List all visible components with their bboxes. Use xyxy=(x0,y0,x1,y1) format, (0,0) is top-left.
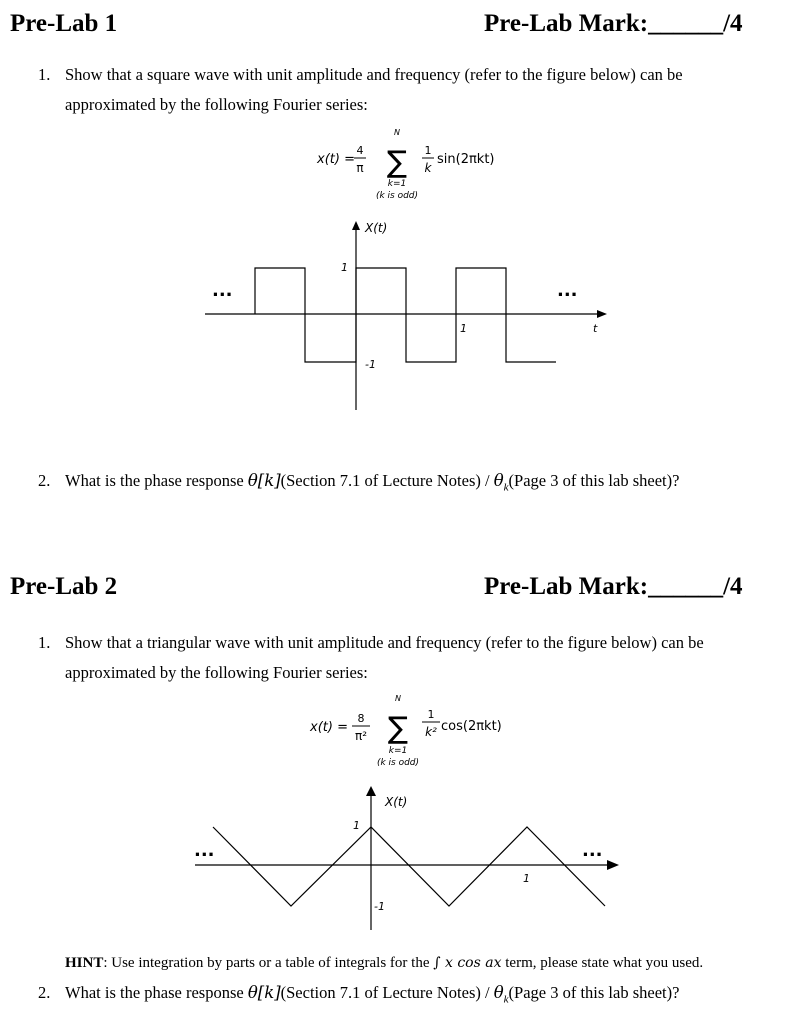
prelab1-mark-label: Pre-Lab Mark: xyxy=(484,10,649,37)
prelab1-formula xyxy=(300,122,540,206)
formula-coef-num: 4 xyxy=(356,144,364,157)
x-axis-arrow-icon xyxy=(597,310,607,318)
p2-q2-sub: k xyxy=(503,993,509,1006)
prelab2-title: Pre-Lab 2 xyxy=(10,573,118,600)
formula-sum-bottom: k=1 xyxy=(387,179,407,189)
label-x1-2: 1 xyxy=(523,872,530,885)
square-wave-line xyxy=(255,268,556,362)
q2-theta-k: θ xyxy=(493,471,504,490)
ellipsis-right-2: ... xyxy=(582,840,603,861)
label-pos1-2: 1 xyxy=(353,819,360,832)
formula2-func: cos(2πkt) xyxy=(441,719,502,734)
x-axis-label: t xyxy=(593,322,598,335)
formula2-lhs: x(t) = xyxy=(310,720,348,735)
prelab1-q1-number: 1. xyxy=(38,65,51,84)
ellipsis-right: ... xyxy=(557,280,578,301)
hint-text-a: : Use integration by parts or a table of integrals for the xyxy=(103,955,434,971)
prelab2-mark-blank: ______ xyxy=(648,573,724,600)
p2-q2-text-b: (Section 7.1 of Lecture Notes) / xyxy=(280,983,494,1002)
formula-sum-top: N xyxy=(394,128,400,137)
prelab2-hint xyxy=(65,955,703,972)
y-axis-label: X(t) xyxy=(365,221,388,235)
q2-text-c: (Page 3 of this lab sheet)? xyxy=(508,471,680,490)
hint-label: HINT xyxy=(65,955,104,971)
q2-sub: k xyxy=(503,481,509,494)
y-axis-arrow-icon-2 xyxy=(366,786,376,796)
square-wave-graph xyxy=(195,215,615,415)
prelab1-q2-number: 2. xyxy=(38,471,51,490)
prelab2-formula xyxy=(295,690,545,774)
summation-icon: ∑ xyxy=(386,145,408,180)
label-neg1-2: -1 xyxy=(374,900,385,913)
label-pos1: 1 xyxy=(341,261,348,274)
prelab2-q1-line1: Show that a triangular wave with unit amplitude and frequency (refer to the figure below) can be xyxy=(65,633,704,652)
p2-q2-theta: θ[k] xyxy=(247,983,281,1002)
p2-q2-text-a: What is the phase response xyxy=(65,983,248,1002)
formula-sum-cond: (k is odd) xyxy=(375,191,419,201)
label-neg1: -1 xyxy=(365,358,376,371)
formula2-sum-bottom: k=1 xyxy=(388,746,408,756)
ellipsis-left: ... xyxy=(212,280,233,301)
prelab2-q2-number: 2. xyxy=(38,983,51,1002)
prelab2-mark-total: /4 xyxy=(723,573,743,600)
x-axis-arrow-icon-2 xyxy=(607,860,619,870)
formula-func: sin(2πkt) xyxy=(437,152,495,167)
prelab1-mark-blank: ______ xyxy=(648,10,724,37)
label-x1: 1 xyxy=(460,322,467,335)
ellipsis-left-2: ... xyxy=(194,840,215,861)
prelab1-q1-line2: approximated by the following Fourier series: xyxy=(65,95,368,114)
p2-q2-text-c: (Page 3 of this lab sheet)? xyxy=(508,983,680,1002)
triangle-wave-graph xyxy=(185,780,625,940)
q2-text-b: (Section 7.1 of Lecture Notes) / xyxy=(280,471,494,490)
prelab1-mark xyxy=(484,10,743,38)
formula2-sum-top: N xyxy=(395,694,401,703)
formula2-term-num: 1 xyxy=(427,708,435,721)
y-axis-label-2: X(t) xyxy=(385,795,408,809)
formula-lhs: x(t) = xyxy=(317,152,355,167)
formula-term-den: k xyxy=(424,161,432,175)
prelab1-mark-total: /4 xyxy=(723,10,743,37)
formula2-term-den: k² xyxy=(425,725,437,739)
formula-term-num: 1 xyxy=(424,144,432,157)
hint-text-b: term, please state what you used. xyxy=(501,955,704,971)
q2-theta: θ[k] xyxy=(247,471,281,490)
formula2-coef-num: 8 xyxy=(357,712,365,725)
prelab2-q1-line2: approximated by the following Fourier series: xyxy=(65,663,368,682)
prelab1-question-1 xyxy=(38,60,778,120)
p2-q2-theta-k: θ xyxy=(493,983,504,1002)
formula2-coef-den: π² xyxy=(354,729,368,743)
prelab1-title: Pre-Lab 1 xyxy=(10,10,118,37)
prelab2-mark xyxy=(484,573,743,601)
hint-math: ∫ x cos ax xyxy=(433,955,502,971)
summation-icon-2: ∑ xyxy=(387,711,409,746)
triangle-wave-line xyxy=(213,827,605,906)
prelab2-q1-number: 1. xyxy=(38,633,51,652)
formula2-sum-cond: (k is odd) xyxy=(376,758,420,768)
formula-coef-den: π xyxy=(356,161,364,175)
prelab2-question-1 xyxy=(38,628,788,688)
prelab2-mark-label: Pre-Lab Mark: xyxy=(484,573,649,600)
y-axis-arrow-icon xyxy=(352,221,360,230)
q2-text-a: What is the phase response xyxy=(65,471,248,490)
prelab1-q1-line1: Show that a square wave with unit amplitude and frequency (refer to the figure below) can be xyxy=(65,65,683,84)
